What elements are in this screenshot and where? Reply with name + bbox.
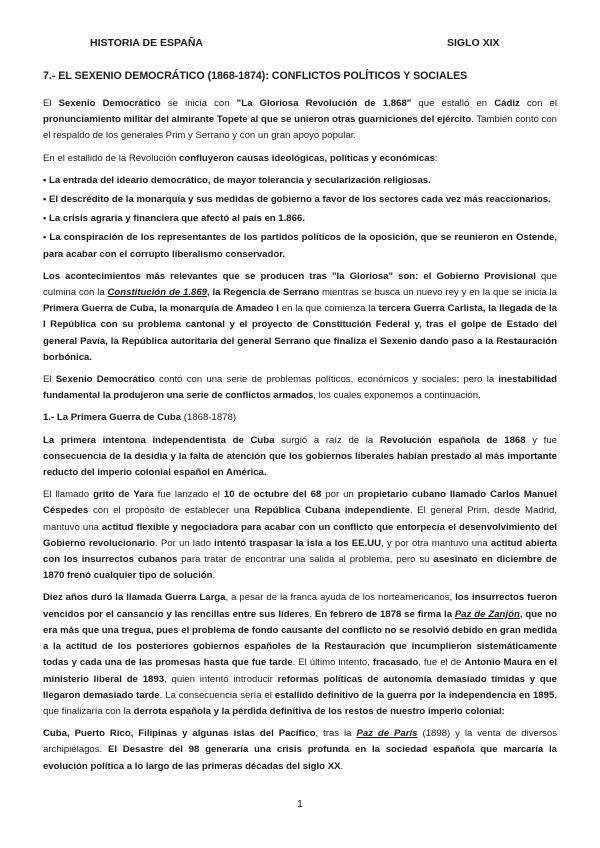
- text: consecuencia de la desidia y la falta de atención que los gobiernos liberales habían prestado al más importante reducto del imperio colonial español en América.: [43, 450, 557, 479]
- paragraph-causes: [43, 151, 557, 167]
- text: Antonio Maura en el ministerio liberal de 1893: [43, 657, 557, 685]
- text: Sexenio Democrático: [58, 98, 161, 109]
- text: por un: [321, 489, 358, 501]
- text: , tras la: [315, 728, 357, 740]
- bullet-item: [43, 192, 557, 208]
- text: • La crisis agraria y financiera que afectó al país en 1.866.: [43, 213, 305, 225]
- text: Los acontecimientos más relevantes que se producen tras "la Gloriosa" son: el Gobierno Provisional: [43, 270, 536, 282]
- text: . También contó con el respaldo de los generales Prim y Serrano y con un gran apoyo popular.: [43, 114, 558, 142]
- text: , que finalizaría con la: [43, 689, 557, 717]
- text: , a pesar de la franca ayuda de los norteamericanos,: [225, 592, 456, 604]
- text: pronunciamiento militar del almirante Topete al que se unieron otras guarniciones del ejército: [43, 114, 472, 126]
- text: , la Regencia de Serrano: [207, 287, 320, 299]
- page-number: 1: [297, 799, 303, 810]
- constitution-reference: Constitución de 1.869: [107, 287, 207, 299]
- text: actitud flexible y negociadora para acabar con un conflicto que entorpecía el desenvolvimiento del Gobierno revolucionario: [43, 521, 557, 549]
- text: los insurrectos fueron vencidos por el cansancio y las rencillas entre sus líderes: [43, 592, 558, 620]
- treaty-reference: Paz de Zanjón: [454, 608, 520, 620]
- text: , y por otra mantuvo una: [381, 537, 491, 549]
- text: 1.- La Primera Guerra de Cuba: [43, 412, 182, 424]
- text: "La Gloriosa Revolución de 1.868": [236, 98, 412, 109]
- paragraph-problems: [43, 372, 557, 404]
- text: .: [212, 570, 216, 582]
- text: con el: [519, 98, 557, 109]
- text: (1898) y la venta de diversos archipiélagos.: [43, 728, 558, 756]
- text: con el propósito de establecer una: [88, 505, 255, 517]
- header-period: SIGLO XIX: [447, 37, 500, 49]
- text: intentó traspasar la isla a los EE.UU: [214, 537, 382, 549]
- text: para tratar de encontrar una salida al problema, pero su: [177, 554, 434, 566]
- text: . El general Prim, desde Madrid, mantuvo una: [43, 505, 557, 533]
- paragraph-events: [43, 269, 557, 366]
- text: inestabilidad fundamental la produjeron una serie de conflictos armados: [43, 374, 558, 402]
- text: confluyeron causas ideológicas, políticas y económicas: [179, 152, 435, 164]
- subheading: [43, 410, 557, 426]
- bullet-item: [43, 173, 557, 189]
- treaty-reference: Paz de París: [356, 728, 418, 740]
- text: :: [434, 152, 438, 164]
- text: El llamado: [43, 489, 94, 501]
- section-title: 7.- EL SEXENIO DEMOCRÁTICO (1868-1874): CONFLICTOS POLÍTICOS Y SOCIALES: [43, 70, 468, 82]
- text: El: [43, 374, 56, 386]
- text: • La conspiración de los representantes de los partidos políticos de la oposición, que se reunieron en Ostende, para acabar con el corrupto liberalismo conservador.: [43, 232, 557, 260]
- text: mientras se busca un nuevo rey y en la que se inicia la: [319, 287, 557, 299]
- text: La primera intentona independentista de Cuba: [43, 434, 275, 446]
- paragraph-intro: [43, 96, 557, 145]
- text: Sexenio Democrático: [55, 374, 155, 386]
- text: 10 de octubre del 68: [223, 489, 322, 501]
- bullet-item: [43, 211, 557, 227]
- text: , que no era más que una tregua, pues el problema de fondo causante del conflicto no se resolvió debido en gran medida a la actitud de los posteriores gobiernos españoles de la Restauración que incumplieron sistemáticamente todas y cada una de las promesas hasta que fue tarde: [43, 608, 557, 669]
- text: reformas políticas de autonomía demasiado tímidas y que llegaron demasiado tarde: [43, 673, 557, 701]
- text: surgió a raíz de la: [274, 434, 380, 446]
- bullet-item: [43, 230, 557, 262]
- text: En febrero de 1878 se firma la: [314, 608, 455, 620]
- text: , los cuales exponemos a continuación.: [313, 390, 481, 402]
- text: . Por un lado: [154, 537, 215, 549]
- text: fue lanzado el: [153, 489, 224, 501]
- text: Primera Guerra de Cuba, la monarquía de Amadeo I: [43, 303, 279, 315]
- text: Diez años duró la llamada Guerra Larga: [43, 592, 226, 604]
- paragraph-desastre: [43, 726, 557, 775]
- paragraph-yara: [43, 487, 557, 584]
- text: Cádiz: [494, 98, 520, 109]
- text: grito de Yara: [93, 489, 154, 501]
- text: El Desastre del 98 generaría una crisis profunda en la sociedad española que marcaría la evolución política a lo largo de las primeras décadas del siglo XX: [43, 744, 557, 772]
- text: • La entrada del ideario democrático, de mayor tolerancia y secularización religiosas.: [43, 174, 431, 186]
- text: República Cubana independiente: [254, 505, 410, 517]
- text: Cuba, Puerto Rico, Filipinas y algunas islas del Pacífico: [43, 728, 316, 740]
- text: El: [43, 98, 59, 109]
- text: . El último intento,: [292, 657, 373, 669]
- header-subject: HISTORIA DE ESPAÑA: [90, 37, 203, 49]
- text: contó con una serie de problemas políticos, económicos y sociales; pero la: [154, 374, 499, 386]
- text: estallido definitivo de la guerra por la independencia en 1895: [274, 689, 555, 701]
- text: tercera Guerra Carlista, la llegada de la I República con su problema cantonal y el proyecto de Constitución Federal y, tras el golpe de Estado del general Pavía, la República autoritaria del general Serrano que finaliza el Sexenio dando paso a la Restauración borbónica.: [43, 303, 557, 363]
- paragraph-cuba-intro: [43, 433, 557, 482]
- text: Revolución española de 1868: [379, 434, 526, 446]
- text: se inicia con: [160, 98, 237, 109]
- text: fracasado: [372, 657, 419, 669]
- text: . La consecuencia sería el: [159, 689, 275, 701]
- text: y fue: [525, 434, 557, 446]
- text: • El descrédito de la monarquía y sus medidas de gobierno a favor de los sectores cada vez más reaccionarios.: [43, 194, 551, 206]
- text: asesinato en diciembre de 1870 frenó cualquier tipo de solución: [43, 554, 557, 582]
- text: que estalló en: [411, 98, 495, 109]
- text: (1868-1878): [181, 412, 237, 424]
- text: .: [309, 608, 315, 620]
- text: que culmina con la: [43, 270, 557, 299]
- text: actitud abierta con los insurrectos cubanos: [43, 537, 558, 566]
- text: , quien intentó introducir: [164, 673, 278, 685]
- text: En el estallido de la Revolución: [43, 152, 179, 164]
- text: derrota española y la pérdida definitiva de los restos de nuestro imperio colonial:: [133, 705, 505, 717]
- paragraph-guerra-larga: [43, 590, 557, 720]
- text: propietario cubano llamado Carlos Manuel Céspedes: [43, 489, 557, 517]
- document-body: [43, 96, 557, 781]
- text: en la que comienza la: [278, 303, 379, 315]
- text: , fue el de: [418, 657, 465, 669]
- text: .: [340, 760, 344, 772]
